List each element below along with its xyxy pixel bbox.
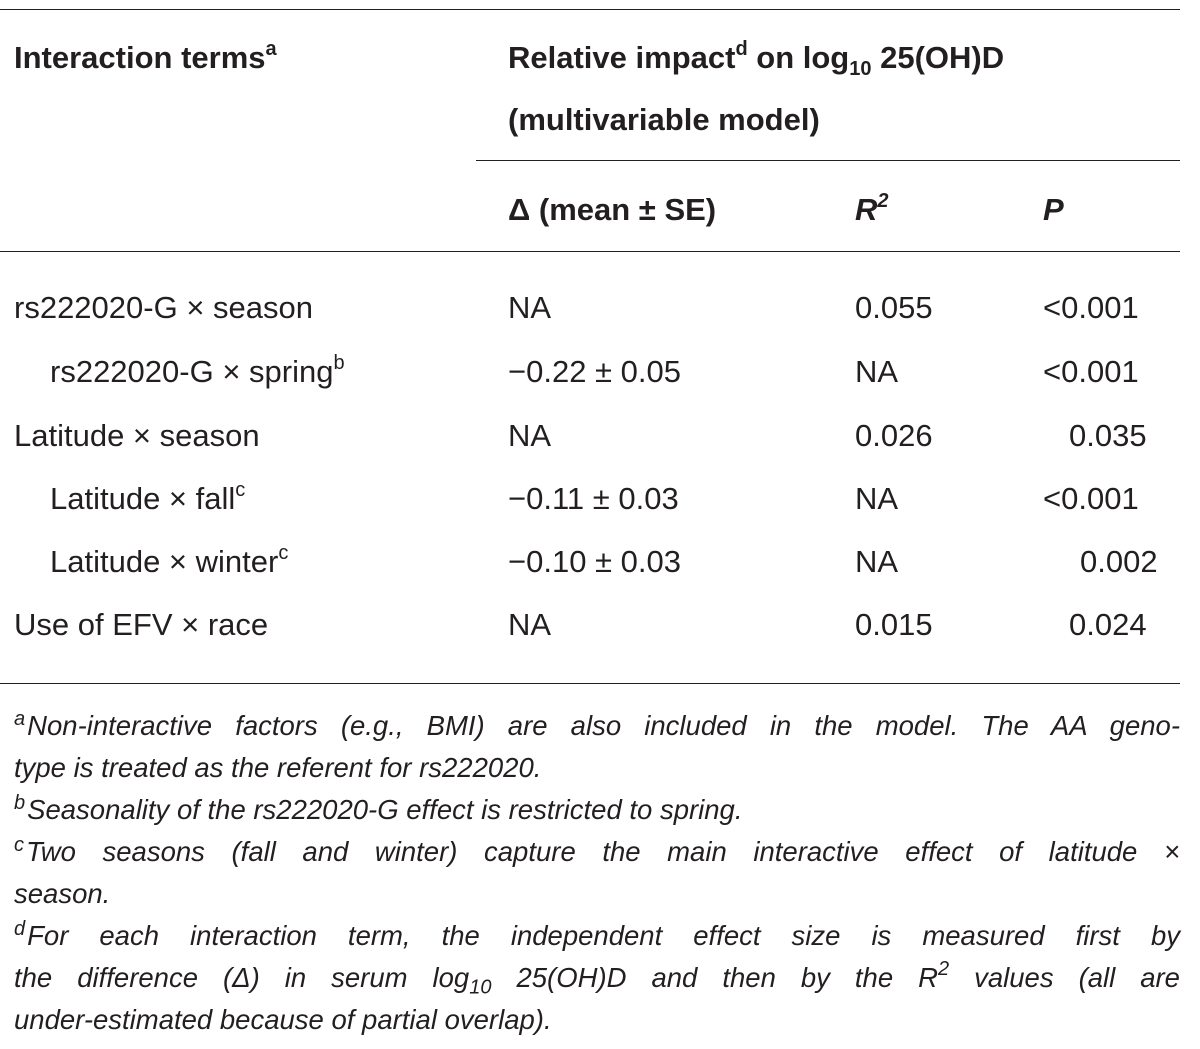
row-term-sup: b: [333, 351, 345, 374]
row-term: [50, 478, 246, 517]
footnote-c-marker: c: [14, 833, 24, 856]
header-group-sup: d: [735, 37, 748, 60]
footnote-d-line2-sup: 2: [937, 957, 950, 980]
header-group-pre: Relative impact: [508, 40, 736, 75]
footnote-d-line2-post: values (all are: [949, 962, 1180, 993]
header-group-mid: on log: [747, 40, 850, 75]
row-term: Latitude × season: [14, 418, 260, 453]
row-term-text: Latitude × winter: [50, 544, 279, 579]
header-p: P: [1043, 192, 1064, 227]
header-r2-sup: 2: [877, 189, 889, 212]
footnote-d-line1: For each interaction term, the independent effect size is measured first by: [27, 920, 1180, 951]
footnote-c: [14, 831, 1180, 873]
row-r2: NA: [855, 354, 899, 389]
header-col1-sup: a: [265, 37, 277, 60]
header-rule: [0, 251, 1180, 252]
header-r2-letter: R: [855, 192, 878, 227]
footnote-d: [14, 915, 1180, 957]
footnote-d-line2-sub: 10: [469, 976, 492, 999]
row-delta: −0.10 ± 0.03: [508, 544, 682, 579]
row-term: [50, 351, 345, 390]
row-term-text: Latitude × fall: [50, 481, 236, 516]
table-footnotes: [14, 705, 1180, 1041]
group-rule: [476, 160, 1180, 161]
row-term: Use of EFV × race: [14, 607, 269, 642]
header-relative-impact: [508, 37, 1005, 81]
row-p: <0.001: [1043, 481, 1139, 516]
header-delta: Δ (mean ± SE): [508, 192, 717, 227]
header-r2: [855, 189, 889, 228]
row-term-sup: c: [235, 478, 246, 501]
header-group-sub: 10: [849, 58, 872, 81]
row-p: 0.035: [1069, 418, 1147, 453]
row-r2: 0.055: [855, 290, 933, 325]
top-rule: [0, 9, 1180, 10]
row-term: rs222020-G × season: [14, 290, 313, 325]
bottom-rule: [0, 683, 1180, 684]
row-p: 0.002: [1080, 544, 1158, 579]
footnote-b-marker: b: [14, 791, 26, 814]
header-multivariable-model: (multivariable model): [508, 102, 820, 137]
row-r2: NA: [855, 481, 899, 516]
row-r2: 0.026: [855, 418, 933, 453]
footnote-c-line1: Two seasons (fall and winter) capture the main interactive effect of latitude ×: [26, 836, 1180, 867]
header-col1-text: Interaction terms: [14, 40, 266, 75]
row-term: [50, 541, 289, 580]
row-delta: −0.11 ± 0.03: [508, 481, 679, 516]
footnote-d-line2-mid: 25(OH)D and then by the R: [491, 962, 938, 993]
header-group-post: 25(OH)D: [871, 40, 1005, 75]
row-delta: −0.22 ± 0.05: [508, 354, 682, 389]
footnote-d-cont2: under-estimated because of partial overlap).: [14, 1004, 552, 1035]
footnote-b: [14, 789, 1180, 831]
row-r2: 0.015: [855, 607, 933, 642]
row-term-text: rs222020-G × spring: [50, 354, 334, 389]
row-p: <0.001: [1043, 290, 1139, 325]
row-delta: NA: [508, 418, 552, 453]
footnote-a: [14, 705, 1180, 747]
header-interaction-terms: [14, 37, 277, 76]
footnote-d-marker: d: [14, 917, 26, 940]
footnote-d-cont: [14, 957, 1180, 999]
footnote-a-marker: a: [14, 707, 26, 730]
row-p: 0.024: [1069, 607, 1147, 642]
row-delta: NA: [508, 290, 552, 325]
footnote-c-cont: season.: [14, 878, 111, 909]
footnote-b-line1: Seasonality of the rs222020-G effect is restricted to spring.: [27, 794, 743, 825]
row-r2: NA: [855, 544, 899, 579]
footnote-a-cont: type is treated as the referent for rs222020.: [14, 752, 542, 783]
row-term-sup: c: [278, 541, 289, 564]
row-p: <0.001: [1043, 354, 1139, 389]
footnote-a-line1: Non-interactive factors (e.g., BMI) are also included in the model. The AA geno-: [27, 710, 1180, 741]
footnote-d-line2-pre: the difference (Δ) in serum log: [14, 962, 470, 993]
row-delta: NA: [508, 607, 552, 642]
